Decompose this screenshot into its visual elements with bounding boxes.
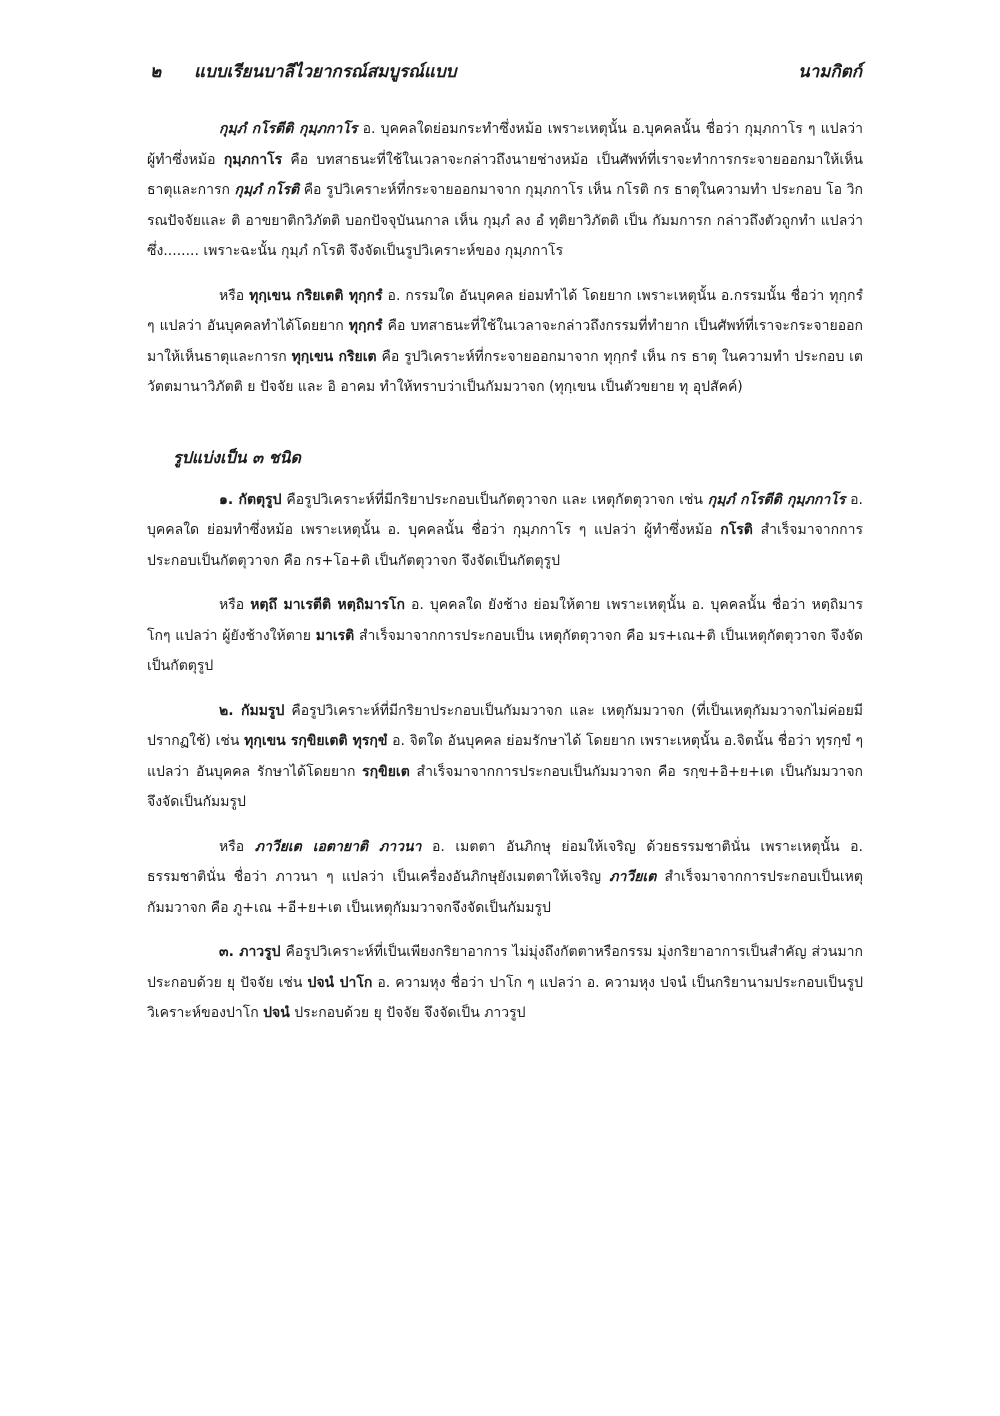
- pali-phrase: ทุกฺเขน กริยเตติ ทุกฺกรํ: [249, 287, 383, 304]
- paragraph-text: อ. กรรมใด อันบุคคล ย่อมทำได้ โดยยาก เพราะเหตุนั้น อ.กรรมนั้น ชื่อว่า ทุกฺกรํ ๆ แปลว่า อันบุคคลทำได้โดยยาก: [147, 287, 863, 334]
- paragraph-text: สำเร็จมาจากการประกอบเป็นเหตุกัมมวาจก คือ ภู+เณ +อี+ย+เต เป็นเหตุกัมมวาจกจึงจัดเป็นกัมมรูป: [147, 869, 863, 916]
- pali-phrase: ทุกฺเขน รกฺขิยเตติ ทุรกฺขํ: [244, 733, 388, 749]
- page-number: ๒: [150, 62, 162, 82]
- paragraph-text: คือรูปวิเคราะห์ที่มีกริยาประกอบเป็นกัตตุวาจก และ เหตุกัตตุวาจก เช่น: [281, 491, 708, 508]
- pali-phrase: กุมฺภํ กโรติ: [234, 182, 300, 198]
- paragraph-kamma-rupa: [147, 696, 863, 818]
- paragraph-text: อ. บุคคลใด ย่อมทำซึ่งหม้อ เพราะเหตุนั้น อ. บุคคลนั้น ชื่อว่า กุมฺภกาโร ๆ แปลว่า ผู้ทำซึ่งหม้อ: [147, 491, 863, 538]
- paragraph-text: คือ รูปวิเคราะห์ที่กระจายออกมาจาก ทุกฺกรํ เห็น กร ธาตุ ในความทำ ประกอบ เต วัตตมานาวิภัตติ ย ปัจจัย และ อิ อาคม ทำให้ทราบว่าเป็นกัมมวาจก (ทุกฺเขน เป็นตัวขยาย ทุ อุปสัคค์): [147, 348, 863, 395]
- pali-phrase: ปจนํ ปาโก: [307, 974, 373, 991]
- pali-term: รกฺขิยเต: [362, 763, 410, 780]
- paragraph-hatthimarako: [147, 590, 863, 682]
- paragraph-bhava-rupa: [147, 937, 863, 1029]
- document-body: [147, 114, 863, 1043]
- paragraph-bhavana: [147, 832, 863, 924]
- pali-term: ปจนํ: [263, 1005, 290, 1021]
- pali-term: ภาวียเต: [609, 869, 657, 885]
- section-heading: รูปแบ่งเป็น ๓ ชนิด: [173, 447, 301, 467]
- paragraph-text: คือรูปวิเคราะห์ที่มีกริยาประกอบเป็นกัมมวาจก และ เหตุกัมมวาจก (ที่เป็นเหตุกัมมวาจกไม่ค่อยมีปรากฏใช้) เช่น: [147, 702, 863, 749]
- pali-phrase: กุมฺภํ กโรตีติ กุมฺภกาโร: [707, 491, 846, 508]
- paragraph-text: คือ บทสาธนะที่ใช้ในเวลาจะกล่าวถึงกรรมที่ทำยาก เป็นศัพท์ที่เราจะกระจายออกมาให้เห็นธาตุและการก: [147, 318, 863, 365]
- item-label: ๒. กัมมรูป: [219, 702, 285, 719]
- pali-phrase: ภาวียเต เอตายาติ ภาวนา: [254, 838, 422, 855]
- paragraph-text: อ. จิตใด อันบุคคล ย่อมรักษาได้ โดยยาก เพราะเหตุนั้น อ.จิตนั้น ชื่อว่า ทุรกฺขํ ๆ แปลว่า อันบุคคล รักษาได้โดยยาก: [147, 733, 863, 780]
- paragraph-text: สำเร็จมาจากการประกอบเป็นกัมมวาจก คือ รกฺข+อิ+ย+เต เป็นกัมมวาจก จึงจัดเป็นกัมมรูป: [147, 763, 864, 810]
- paragraph-kumbhakaro: [147, 114, 863, 267]
- paragraph-text: คือ รูปวิเคราะห์ที่กระจายออกมาจาก กุมฺภกาโร เห็น กโรติ กร ธาตุในความทำ ประกอบ โอ วิกรณปัจจัยและ ติ อาขยาติกวิภัตติ บอกปัจจุบันนกาล เห็น กุมฺภํ ลง อํ ทุติยาวิภัตติ เป็น กัมมการก กล่าวถึงตัวถูกทำ แปลว่า ซึ่ง........ เพราะฉะนั้น กุมฺภํ กโรติ จึงจัดเป็นรูปวิเคราะห์ของ กุมฺภกาโร: [147, 182, 864, 259]
- paragraph-kattu-rupa: [147, 485, 863, 577]
- paragraph-text: สำเร็จมาจากการประกอบเป็นกัตตุวาจก คือ กร+โอ+ติ เป็นกัตตุวาจก จึงจัดเป็นกัตตุรูป: [147, 522, 863, 569]
- paragraph-text: สำเร็จมาจากการประกอบเป็น เหตุกัตตุวาจก คือ มร+เณ+ติ เป็นเหตุกัตตุวาจก จึงจัดเป็นกัตตุรูป: [147, 627, 863, 674]
- pali-term: มาเรติ: [315, 627, 355, 644]
- paragraph-text: อ. บุคคลใดย่อมกระทำซึ่งหม้อ เพราะเหตุนั้น อ.บุคคลนั้น ชื่อว่า กุมฺภกาโร ๆ แปลว่า ผู้ทำซึ่งหม้อ: [147, 121, 864, 168]
- paragraph-text: หรือ: [219, 287, 250, 304]
- pali-phrase: ทุกฺเขน กริยเต: [291, 348, 377, 365]
- paragraph-text: หรือ: [219, 597, 251, 613]
- paragraph-text: หรือ: [219, 838, 255, 855]
- paragraph-text: อ. ความหุง ชื่อว่า ปาโก ๆ แปลว่า อ. ความหุง ปจนํ เป็นกริยานามประกอบเป็นรูปวิเคราะห์ของปาโก: [147, 974, 863, 1021]
- paragraph-text: คือ บทสาธนะที่ใช้ในเวลาจะกล่าวถึงนายช่างหม้อ เป็นศัพท์ที่เราจะทำการกระจายออกมาให้เห็นธาตุและการก: [147, 151, 863, 198]
- pali-term: กุมฺภกาโร: [223, 151, 283, 168]
- pali-term: กโรติ: [720, 522, 753, 538]
- paragraph-text: คือรูปวิเคราะห์ที่เป็นเพียงกริยาอาการ ไม่มุ่งถึงกัตตาหรือกรรม มุ่งกริยาอาการเป็นสำคัญ ส่วนมากประกอบด้วย ยุ ปัจจัย เช่น: [147, 944, 864, 991]
- paragraph-dukkaram: [147, 281, 863, 403]
- paragraph-text: ประกอบด้วย ยุ ปัจจัย จึงจัดเป็น ภาวรูป: [289, 1005, 526, 1021]
- item-label: ๑. กัตตุรูป: [219, 491, 282, 508]
- book-title: แบบเรียนบาลีไวยากรณ์สมบูรณ์แบบ: [194, 62, 457, 82]
- paragraph-text: อ. บุคคลใด ยังช้าง ย่อมให้ตาย เพราะเหตุนั้น อ. บุคคลนั้น ชื่อว่า หตฺถิมารโกๆ แปลว่า ผู้ยังช้างให้ตาย: [147, 597, 863, 644]
- paragraph-text: อ. เมตตา อันภิกษุ ย่อมให้เจริญ ด้วยธรรมชาตินั่น เพราะเหตุนั้น อ. ธรรมชาตินั่น ชื่อว่า ภาวนา ๆ แปลว่า เป็นเครื่องอันภิกษุยังเมตตาให้เจริญ: [147, 838, 864, 885]
- pali-phrase: หตฺถึ มาเรตีติ หตฺถิมารโก: [250, 597, 405, 613]
- item-label: ๓. ภาวรูป: [219, 944, 281, 960]
- page-header: [150, 58, 862, 86]
- pali-phrase: กุมฺภํ กโรตีติ กุมฺภกาโร: [219, 121, 358, 137]
- chapter-title: นามกิตก์: [798, 62, 862, 82]
- pali-term: ทุกฺกรํ: [348, 318, 383, 334]
